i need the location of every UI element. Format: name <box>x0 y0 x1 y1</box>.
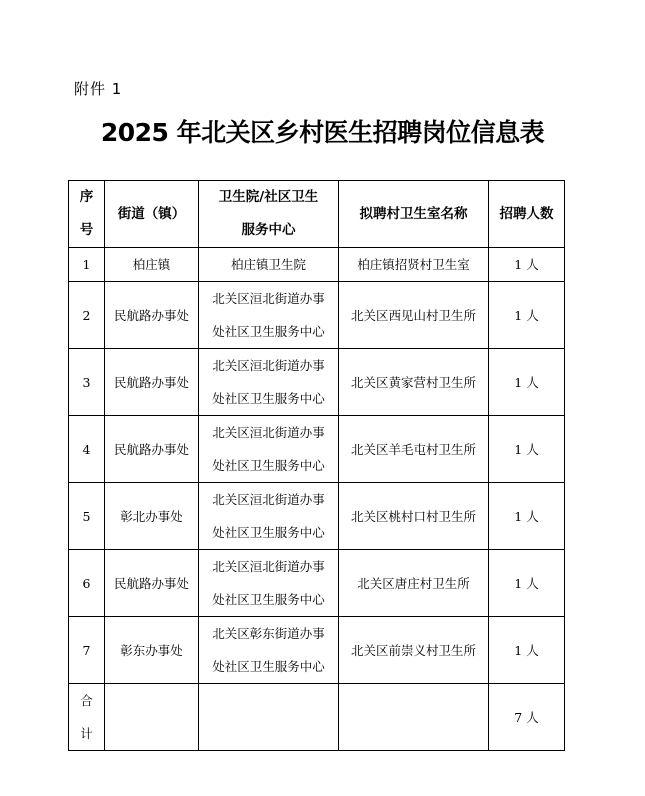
row-center-line1: 北关区洹北街道办事 <box>212 492 325 507</box>
header-seq-line2: 号 <box>79 222 94 238</box>
row-clinic: 柏庄镇招贤村卫生室 <box>339 248 489 282</box>
header-clinic: 拟聘村卫生室名称 <box>339 181 489 248</box>
table-row <box>69 416 565 483</box>
row-street: 民航路办事处 <box>105 349 199 416</box>
row-clinic: 北关区羊毛屯村卫生所 <box>339 416 489 483</box>
row-center-line2: 处社区卫生服务中心 <box>212 324 325 339</box>
row-clinic: 北关区前崇义村卫生所 <box>339 617 489 684</box>
row-center-line1: 北关区洹北街道办事 <box>212 559 325 574</box>
header-seq <box>69 181 105 248</box>
header-center-line1: 卫生院/社区卫生 <box>218 189 319 205</box>
row-seq: 5 <box>69 483 105 550</box>
row-count: 1 人 <box>489 483 565 550</box>
header-center <box>199 181 339 248</box>
row-center <box>199 483 339 550</box>
row-count: 1 人 <box>489 248 565 282</box>
row-center <box>199 282 339 349</box>
row-center-line2: 处社区卫生服务中心 <box>212 592 325 607</box>
row-seq: 1 <box>69 248 105 282</box>
row-center-line2: 处社区卫生服务中心 <box>212 525 325 540</box>
row-seq: 3 <box>69 349 105 416</box>
row-center-line1: 北关区洹北街道办事 <box>212 291 325 306</box>
row-clinic: 北关区黄家营村卫生所 <box>339 349 489 416</box>
row-clinic: 北关区唐庄村卫生所 <box>339 550 489 617</box>
row-clinic: 北关区西见山村卫生所 <box>339 282 489 349</box>
row-seq: 2 <box>69 282 105 349</box>
row-seq: 7 <box>69 617 105 684</box>
row-street: 彰东办事处 <box>105 617 199 684</box>
row-center <box>199 617 339 684</box>
table-row <box>69 282 565 349</box>
row-clinic: 北关区桃村口村卫生所 <box>339 483 489 550</box>
row-center-line1: 北关区彰东街道办事 <box>212 626 325 641</box>
attachment-label: 附件 1 <box>74 80 123 98</box>
header-seq-line1: 序 <box>79 189 94 205</box>
row-center-line1: 北关区洹北街道办事 <box>212 358 325 373</box>
row-seq: 4 <box>69 416 105 483</box>
row-count: 1 人 <box>489 282 565 349</box>
row-count: 1 人 <box>489 617 565 684</box>
table-row <box>69 617 565 684</box>
table-row <box>69 349 565 416</box>
total-label-line1: 合 <box>80 693 93 708</box>
table-row <box>69 550 565 617</box>
total-empty-cell <box>199 684 339 751</box>
row-center: 柏庄镇卫生院 <box>199 248 339 282</box>
page-title: 2025 年北关区乡村医生招聘岗位信息表 <box>100 118 545 147</box>
total-count: 7 人 <box>489 684 565 751</box>
row-center-line2: 处社区卫生服务中心 <box>212 458 325 473</box>
row-center-line2: 处社区卫生服务中心 <box>212 391 325 406</box>
total-label-line2: 计 <box>80 726 93 741</box>
row-street: 彰北办事处 <box>105 483 199 550</box>
total-label <box>69 684 105 751</box>
row-seq: 6 <box>69 550 105 617</box>
row-center <box>199 416 339 483</box>
row-street: 民航路办事处 <box>105 550 199 617</box>
total-empty-cell <box>105 684 199 751</box>
row-street: 民航路办事处 <box>105 416 199 483</box>
row-count: 1 人 <box>489 416 565 483</box>
row-center <box>199 349 339 416</box>
row-count: 1 人 <box>489 349 565 416</box>
row-street: 柏庄镇 <box>105 248 199 282</box>
total-row <box>69 684 565 751</box>
header-street: 街道（镇） <box>105 181 199 248</box>
table-row <box>69 483 565 550</box>
header-center-line2: 服务中心 <box>241 222 296 238</box>
header-count: 招聘人数 <box>489 181 565 248</box>
row-count: 1 人 <box>489 550 565 617</box>
row-center-line2: 处社区卫生服务中心 <box>212 659 325 674</box>
recruitment-table <box>68 180 565 751</box>
row-center-line1: 北关区洹北街道办事 <box>212 425 325 440</box>
table-header-row <box>69 181 565 248</box>
table-row <box>69 248 565 282</box>
total-empty-cell <box>339 684 489 751</box>
row-street: 民航路办事处 <box>105 282 199 349</box>
row-center <box>199 550 339 617</box>
